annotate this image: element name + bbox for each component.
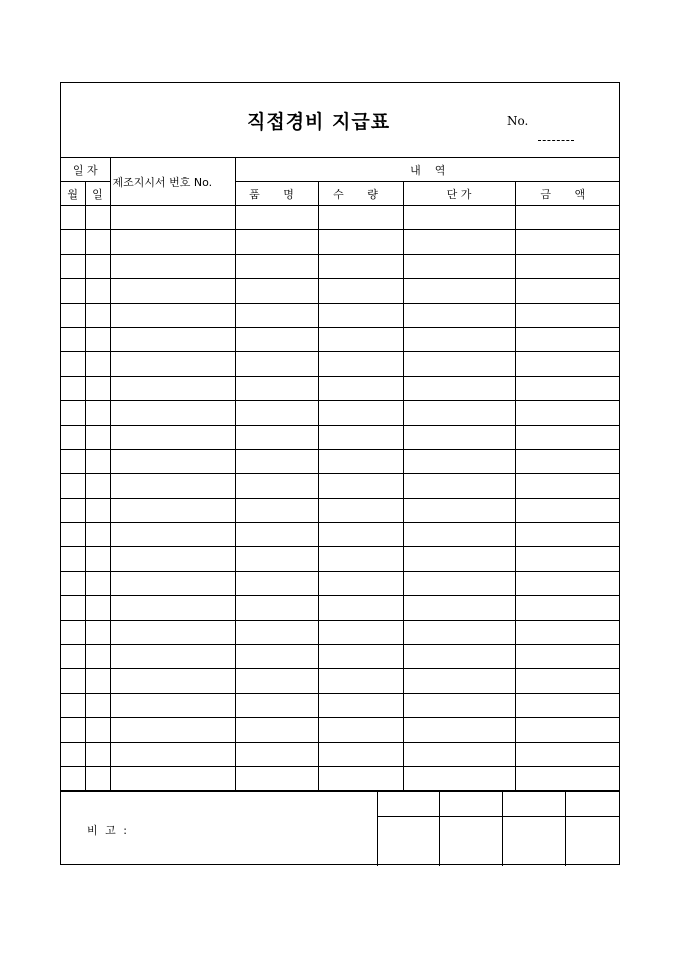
unit-price-cell[interactable] (403, 352, 515, 376)
order-number-cell[interactable] (110, 498, 235, 522)
remarks-label: 비 고 : (87, 824, 129, 837)
day-cell[interactable] (85, 474, 110, 498)
unit-price-cell[interactable] (403, 596, 515, 620)
expense-payment-form (60, 82, 620, 865)
item-name-cell[interactable] (235, 571, 318, 595)
order-number-cell[interactable] (110, 401, 235, 425)
item-name-cell[interactable] (235, 401, 318, 425)
day-cell[interactable] (85, 498, 110, 522)
month-cell[interactable] (61, 596, 85, 620)
table-row (61, 425, 620, 449)
item-name-cell[interactable] (235, 645, 318, 669)
item-name-cell[interactable] (235, 327, 318, 351)
item-name-cell[interactable] (235, 303, 318, 327)
quantity-cell[interactable] (318, 206, 403, 230)
order-number-cell[interactable] (110, 571, 235, 595)
approval-box (377, 792, 619, 866)
quantity-cell[interactable] (318, 693, 403, 717)
table-row (61, 766, 620, 790)
quantity-cell[interactable] (318, 669, 403, 693)
month-cell[interactable] (61, 693, 85, 717)
order-number-cell[interactable] (110, 645, 235, 669)
quantity-cell[interactable] (318, 523, 403, 547)
amount-cell[interactable] (515, 425, 620, 449)
quantity-cell[interactable] (318, 742, 403, 766)
quantity-cell[interactable] (318, 571, 403, 595)
day-cell[interactable] (85, 523, 110, 547)
order-number-cell[interactable] (110, 620, 235, 644)
day-cell[interactable] (85, 230, 110, 254)
item-name-cell[interactable] (235, 693, 318, 717)
quantity-header: 수 량 (318, 182, 403, 206)
unit-price-cell[interactable] (403, 620, 515, 644)
month-cell[interactable] (61, 718, 85, 742)
table-row (61, 206, 620, 230)
amount-cell[interactable] (515, 645, 620, 669)
month-cell[interactable] (61, 206, 85, 230)
quantity-cell[interactable] (318, 596, 403, 620)
quantity-cell[interactable] (318, 766, 403, 790)
table-row (61, 230, 620, 254)
order-number-cell[interactable] (110, 352, 235, 376)
quantity-cell[interactable] (318, 303, 403, 327)
approval-cell[interactable] (377, 792, 440, 866)
unit-price-cell[interactable] (403, 645, 515, 669)
unit-price-cell[interactable] (403, 230, 515, 254)
item-name-cell[interactable] (235, 376, 318, 400)
table-row (61, 645, 620, 669)
unit-price-cell[interactable] (403, 718, 515, 742)
month-cell[interactable] (61, 766, 85, 790)
day-cell[interactable] (85, 718, 110, 742)
unit-price-cell[interactable] (403, 327, 515, 351)
item-name-cell[interactable] (235, 620, 318, 644)
order-number-cell[interactable] (110, 669, 235, 693)
day-cell[interactable] (85, 547, 110, 571)
quantity-cell[interactable] (318, 230, 403, 254)
item-name-cell[interactable] (235, 279, 318, 303)
amount-header: 금 액 (515, 182, 620, 206)
unit-price-cell[interactable] (403, 401, 515, 425)
expense-table (61, 157, 620, 791)
approval-divider (377, 816, 619, 817)
month-cell[interactable] (61, 571, 85, 595)
day-cell[interactable] (85, 645, 110, 669)
table-row (61, 449, 620, 473)
table-row (61, 596, 620, 620)
amount-cell[interactable] (515, 352, 620, 376)
unit-price-cell[interactable] (403, 206, 515, 230)
quantity-cell[interactable] (318, 376, 403, 400)
month-cell[interactable] (61, 254, 85, 278)
quantity-cell[interactable] (318, 401, 403, 425)
item-name-cell[interactable] (235, 352, 318, 376)
item-name-cell[interactable] (235, 766, 318, 790)
day-cell[interactable] (85, 449, 110, 473)
month-cell[interactable] (61, 474, 85, 498)
unit-price-cell[interactable] (403, 425, 515, 449)
month-cell[interactable] (61, 449, 85, 473)
day-cell[interactable] (85, 620, 110, 644)
item-name-cell[interactable] (235, 206, 318, 230)
month-cell[interactable] (61, 425, 85, 449)
day-cell[interactable] (85, 279, 110, 303)
order-number-cell[interactable] (110, 596, 235, 620)
approval-cell[interactable] (565, 792, 619, 866)
quantity-cell[interactable] (318, 718, 403, 742)
amount-cell[interactable] (515, 596, 620, 620)
item-name-cell[interactable] (235, 474, 318, 498)
title-area (61, 83, 619, 157)
item-name-cell[interactable] (235, 523, 318, 547)
order-number-cell[interactable] (110, 230, 235, 254)
details-header: 내 역 (235, 158, 620, 182)
amount-cell[interactable] (515, 718, 620, 742)
item-name-cell[interactable] (235, 596, 318, 620)
approval-cell[interactable] (439, 792, 502, 866)
amount-cell[interactable] (515, 571, 620, 595)
month-cell[interactable] (61, 742, 85, 766)
unit-price-cell[interactable] (403, 279, 515, 303)
amount-cell[interactable] (515, 376, 620, 400)
amount-cell[interactable] (515, 303, 620, 327)
month-header: 월 (61, 182, 85, 206)
amount-cell[interactable] (515, 474, 620, 498)
quantity-cell[interactable] (318, 620, 403, 644)
table-row (61, 571, 620, 595)
table-row (61, 693, 620, 717)
item-name-cell[interactable] (235, 742, 318, 766)
item-name-cell[interactable] (235, 425, 318, 449)
quantity-cell[interactable] (318, 498, 403, 522)
unit-price-cell[interactable] (403, 449, 515, 473)
order-number-cell[interactable] (110, 547, 235, 571)
amount-cell[interactable] (515, 742, 620, 766)
unit-price-cell[interactable] (403, 376, 515, 400)
order-number-cell[interactable] (110, 425, 235, 449)
table-row (61, 279, 620, 303)
order-number-cell[interactable] (110, 742, 235, 766)
amount-cell[interactable] (515, 498, 620, 522)
item-name-cell[interactable] (235, 498, 318, 522)
table-row (61, 669, 620, 693)
month-cell[interactable] (61, 620, 85, 644)
month-cell[interactable] (61, 352, 85, 376)
item-name-cell[interactable] (235, 230, 318, 254)
order-number-cell[interactable] (110, 254, 235, 278)
month-cell[interactable] (61, 303, 85, 327)
table-row (61, 327, 620, 351)
quantity-cell[interactable] (318, 279, 403, 303)
item-name-cell[interactable] (235, 718, 318, 742)
unit-price-cell[interactable] (403, 523, 515, 547)
day-cell[interactable] (85, 206, 110, 230)
amount-cell[interactable] (515, 669, 620, 693)
item-name-cell[interactable] (235, 669, 318, 693)
amount-cell[interactable] (515, 401, 620, 425)
day-cell[interactable] (85, 303, 110, 327)
document-number-label: No. (507, 114, 529, 128)
month-cell[interactable] (61, 523, 85, 547)
quantity-cell[interactable] (318, 352, 403, 376)
day-header: 일 (85, 182, 110, 206)
day-cell[interactable] (85, 766, 110, 790)
table-row (61, 498, 620, 522)
order-number-cell[interactable] (110, 718, 235, 742)
unit-price-header: 단 가 (403, 182, 515, 206)
order-number-cell[interactable] (110, 376, 235, 400)
table-row (61, 401, 620, 425)
day-cell[interactable] (85, 352, 110, 376)
day-cell[interactable] (85, 742, 110, 766)
day-cell[interactable] (85, 669, 110, 693)
item-name-cell[interactable] (235, 254, 318, 278)
day-cell[interactable] (85, 254, 110, 278)
amount-cell[interactable] (515, 523, 620, 547)
month-cell[interactable] (61, 498, 85, 522)
quantity-cell[interactable] (318, 449, 403, 473)
table-row (61, 254, 620, 278)
month-cell[interactable] (61, 401, 85, 425)
approval-cell[interactable] (502, 792, 565, 866)
month-cell[interactable] (61, 669, 85, 693)
order-number-cell[interactable] (110, 474, 235, 498)
unit-price-cell[interactable] (403, 766, 515, 790)
table-row (61, 547, 620, 571)
item-name-header: 품 명 (235, 182, 318, 206)
amount-cell[interactable] (515, 620, 620, 644)
day-cell[interactable] (85, 425, 110, 449)
month-cell[interactable] (61, 645, 85, 669)
amount-cell[interactable] (515, 254, 620, 278)
order-number-header: 제조지시서 번호 No. (110, 158, 235, 206)
unit-price-cell[interactable] (403, 547, 515, 571)
unit-price-cell[interactable] (403, 303, 515, 327)
unit-price-cell[interactable] (403, 669, 515, 693)
day-cell[interactable] (85, 596, 110, 620)
day-cell[interactable] (85, 327, 110, 351)
order-number-cell[interactable] (110, 693, 235, 717)
month-cell[interactable] (61, 327, 85, 351)
table-row (61, 352, 620, 376)
day-cell[interactable] (85, 571, 110, 595)
unit-price-cell[interactable] (403, 474, 515, 498)
quantity-cell[interactable] (318, 547, 403, 571)
quantity-cell[interactable] (318, 254, 403, 278)
order-number-cell[interactable] (110, 766, 235, 790)
order-number-cell[interactable] (110, 303, 235, 327)
amount-cell[interactable] (515, 279, 620, 303)
form-title: 직접경비 지급표 (247, 111, 391, 133)
day-cell[interactable] (85, 693, 110, 717)
amount-cell[interactable] (515, 327, 620, 351)
unit-price-cell[interactable] (403, 498, 515, 522)
table-row (61, 742, 620, 766)
footer-area (61, 791, 619, 866)
amount-cell[interactable] (515, 693, 620, 717)
document-number-field[interactable] (538, 140, 574, 141)
day-cell[interactable] (85, 401, 110, 425)
unit-price-cell[interactable] (403, 693, 515, 717)
amount-cell[interactable] (515, 206, 620, 230)
month-cell[interactable] (61, 547, 85, 571)
amount-cell[interactable] (515, 766, 620, 790)
table-row (61, 474, 620, 498)
quantity-cell[interactable] (318, 327, 403, 351)
date-header: 일 자 (61, 158, 110, 182)
day-cell[interactable] (85, 376, 110, 400)
table-row (61, 376, 620, 400)
amount-cell[interactable] (515, 449, 620, 473)
order-number-cell[interactable] (110, 327, 235, 351)
quantity-cell[interactable] (318, 474, 403, 498)
month-cell[interactable] (61, 230, 85, 254)
order-number-cell[interactable] (110, 206, 235, 230)
item-name-cell[interactable] (235, 547, 318, 571)
amount-cell[interactable] (515, 547, 620, 571)
table-row (61, 718, 620, 742)
unit-price-cell[interactable] (403, 742, 515, 766)
table-row (61, 303, 620, 327)
table-row (61, 523, 620, 547)
amount-cell[interactable] (515, 230, 620, 254)
order-number-cell[interactable] (110, 523, 235, 547)
unit-price-cell[interactable] (403, 571, 515, 595)
unit-price-cell[interactable] (403, 254, 515, 278)
month-cell[interactable] (61, 279, 85, 303)
order-number-cell[interactable] (110, 279, 235, 303)
quantity-cell[interactable] (318, 645, 403, 669)
order-number-cell[interactable] (110, 449, 235, 473)
quantity-cell[interactable] (318, 425, 403, 449)
month-cell[interactable] (61, 376, 85, 400)
table-row (61, 620, 620, 644)
item-name-cell[interactable] (235, 449, 318, 473)
